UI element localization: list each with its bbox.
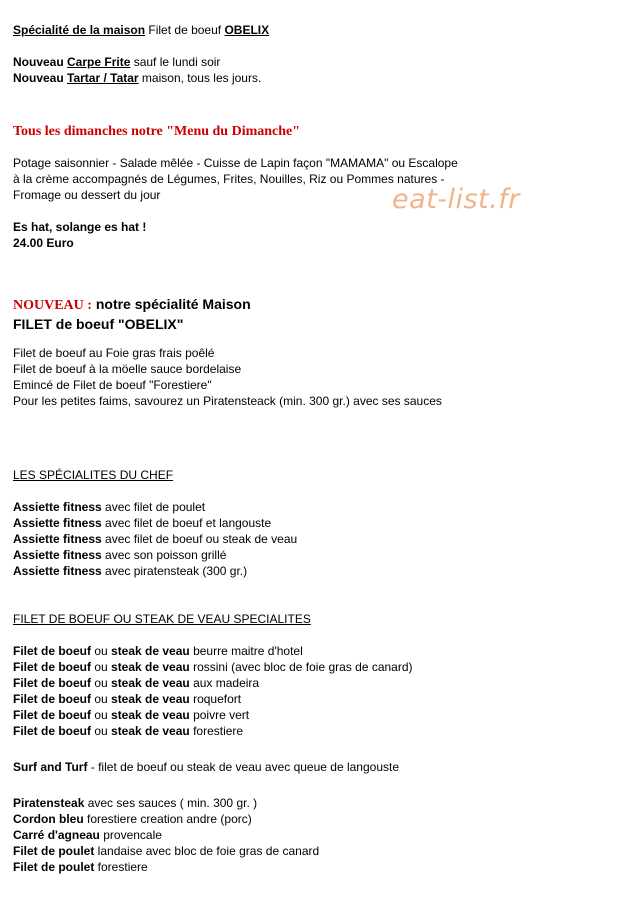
chef-item-name: Assiette fitness <box>13 500 102 514</box>
chef-item-name: Assiette fitness <box>13 564 102 578</box>
chef-item-name: Assiette fitness <box>13 516 102 530</box>
sunday-menu-title: Tous les dimanches notre "Menu du Dimanche" <box>13 124 301 139</box>
obelix-line: Pour les petites faims, savourez un Piratensteack (min. 300 gr.) avec ses sauces <box>13 394 442 408</box>
new-item-text: maison, tous les jours. <box>138 71 262 85</box>
chef-heading: LES SPÉCIALITES DU CHEF <box>13 468 174 482</box>
chef-item-text: avec filet de boeuf et langouste <box>101 516 272 530</box>
filet-heading: FILET DE BOEUF OU STEAK DE VEAU SPECIALITES <box>13 612 311 626</box>
other-item: Cordon bleu forestiere creation andre (porc) <box>13 812 252 826</box>
house-specialty-label: Spécialité de la maison <box>13 23 146 37</box>
chef-item <box>13 499 633 515</box>
filet-item: Filet de boeuf ou steak de veau rossini (avec bloc de foie gras de canard) <box>13 660 413 674</box>
filet-item: Filet de boeuf ou steak de veau aux madeira <box>13 676 260 690</box>
chef-item-text: avec filet de poulet <box>101 500 206 514</box>
house-specialty-text: Filet de boeuf <box>145 23 225 37</box>
sunday-slogan: Es hat, solange es hat ! <box>13 220 147 234</box>
surf-and-turf-line <box>13 759 633 775</box>
other-item: Filet de poulet landaise avec bloc de foie gras de canard <box>13 844 320 858</box>
obelix-line: Emincé de Filet de boeuf "Forestiere" <box>13 378 212 392</box>
filet-item: Filet de boeuf ou steak de veau roquefort <box>13 692 242 706</box>
new-item-name: Carpe Frite <box>67 55 131 69</box>
obelix-title-1: notre spécialité Maison <box>91 296 251 312</box>
menu-page <box>13 22 633 875</box>
obelix-line: Filet de boeuf au Foie gras frais poêlé <box>13 346 215 360</box>
new-item-name: Tartar / Tatar <box>67 71 139 85</box>
surf-and-turf-name: Surf and Turf <box>13 760 88 774</box>
chef-item <box>13 547 633 563</box>
chef-item <box>13 515 633 531</box>
new-item-text: sauf le lundi soir <box>130 55 221 69</box>
other-item: Piratensteak avec ses sauces ( min. 300 gr. ) <box>13 796 258 810</box>
new-item-line-1 <box>13 54 633 70</box>
chef-item-text: avec piratensteak (300 gr.) <box>101 564 248 578</box>
filet-item: Filet de boeuf ou steak de veau poivre vert <box>13 708 250 722</box>
chef-item-text: avec filet de boeuf ou steak de veau <box>101 532 298 546</box>
filet-item: Filet de boeuf ou steak de veau forestiere <box>13 724 244 738</box>
sunday-menu-line: Fromage ou dessert du jour <box>13 188 161 202</box>
obelix-title-line-2: FILET de boeuf "OBELIX" <box>13 316 184 332</box>
surf-and-turf-text: - filet de boeuf ou steak de veau avec queue de langouste <box>87 760 399 774</box>
house-specialty-line <box>13 22 633 38</box>
obelix-title-line-1 <box>13 295 633 315</box>
sunday-menu-line: à la crème accompagnés de Légumes, Frites, Nouilles, Riz ou Pommes natures - <box>13 172 445 186</box>
obelix-line: Filet de boeuf à la möelle sauce bordelaise <box>13 362 242 376</box>
chef-item <box>13 563 633 579</box>
chef-item-text: avec son poisson grillé <box>101 548 227 562</box>
sunday-price: 24.00 Euro <box>13 236 74 250</box>
new-label: Nouveau <box>13 71 68 85</box>
new-label: Nouveau <box>13 55 68 69</box>
other-item: Filet de poulet forestiere <box>13 860 148 874</box>
nouveau-label: NOUVEAU : <box>13 298 92 313</box>
watermark-logo: eat-list.fr <box>392 184 520 215</box>
sunday-menu-line: Potage saisonnier - Salade mêlée - Cuisse de Lapin façon "MAMAMA" ou Escalope <box>13 156 458 170</box>
chef-item-name: Assiette fitness <box>13 548 102 562</box>
chef-item <box>13 531 633 547</box>
house-specialty-name: OBELIX <box>224 23 270 37</box>
new-item-line-2 <box>13 70 633 86</box>
filet-item: Filet de boeuf ou steak de veau beurre maitre d'hotel <box>13 644 303 658</box>
chef-item-name: Assiette fitness <box>13 532 102 546</box>
other-item: Carré d'agneau provencale <box>13 828 162 842</box>
